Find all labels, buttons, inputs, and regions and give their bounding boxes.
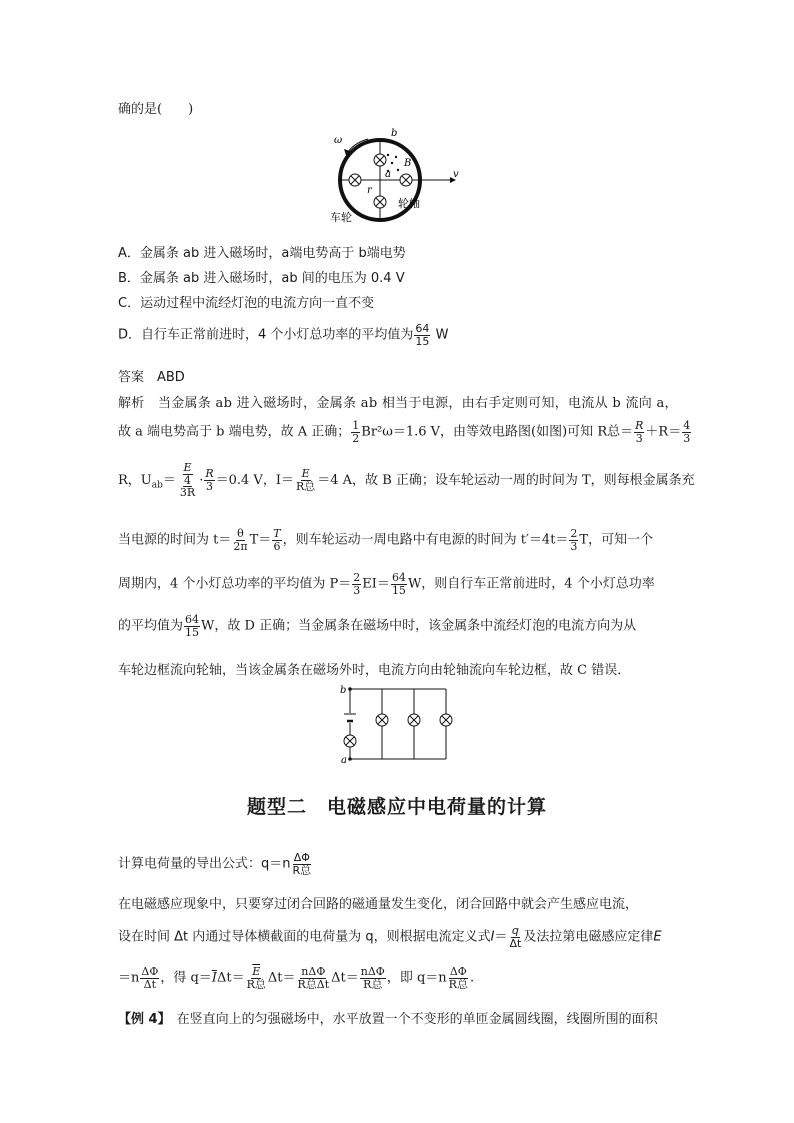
paragraph-line-3: ＝n $\frac{\Delta\Phi}{\Delta t}$ ，得 $q=\overline{I}\Delta t=$ $\frac{\overline{E}}{\text{R总}}$ Δt＝ $\frac{\text{nΔΦ}}{\text{R总Δt}}$ Δt＝ $\frac{\text{nΔΦ}}{\text{R总}}$ ，即 q＝n $\frac{\Delta\Phi}{\text{R总}}$ . (118, 965, 475, 991)
analysis-line-7: 车轮边框流向轮轴，当该金属条在磁场外时，电流方向由轮轴流向车轮边框，故 C 错误． (118, 663, 631, 678)
battery-icon (344, 714, 356, 721)
analysis-line-3: R，$U_{ab}=$ $\frac{E}{\frac{4}{3R}}$ · $\frac{R}{3}$ ＝0.4 V，I＝ $\frac{E}{\text{R总}}$ ＝4 A，故 B 正确；设车轮运动一周的时间为 T，则每根金属条充 (118, 461, 695, 500)
option-b: B．金属条 ab 进入磁场时，ab 间的电压为 0.4 V (118, 271, 405, 286)
axle-label: 轮轴 (398, 197, 420, 210)
paragraph-line-1: 在电磁感应现象中，只要穿过闭合回路的磁通量发生变化，闭合回路中就会产生感应电流， (118, 897, 639, 912)
analysis-line-4: 当电源的时间为 t＝ $\frac{\theta}{2\pi}$ T＝ $\frac{T}{6}$ ，则车轮运动一周电路中有电源的时间为 t′＝4t＝ $\frac{2}{3}$ T，可知一个 (118, 527, 654, 553)
B-label: B (404, 158, 412, 169)
lamp-icon (344, 714, 452, 747)
example-line: 【例 4】 在竖直向上的匀强磁场中，水平放置一个不变形的单匝金属圆线圈，线圈所围的面积 (118, 1012, 658, 1027)
formula-line: 计算电荷量的导出公式：q＝n $\frac{\Delta\Phi}{\text{R总}}$ (118, 851, 312, 877)
a-label: a (385, 169, 391, 180)
r-label: r (367, 185, 372, 196)
fraction: $\frac{64}{15}$ (415, 322, 430, 348)
option-c: C．运动过程中流经灯泡的电流方向一直不变 (118, 296, 375, 311)
b-label: b (391, 128, 398, 139)
equivalent-circuit-figure (338, 683, 466, 765)
analysis-line-5: 周期内，4 个小灯总功率的平均值为 P＝ $\frac{2}{3}$ EI＝ $\frac{64}{15}$ W，则自行车正常前进时，4 个小灯总功率 (118, 571, 655, 597)
example-tag: 【例 4】 (118, 1012, 171, 1027)
section-title: 题型二 电磁感应中电荷量的计算 (246, 796, 547, 818)
paragraph-line-2: 设在时间 Δt 内通过导体横截面的电荷量为 q，则根据电流定义式I＝ $\frac{q}{\Delta t}$ 及法拉第电磁感应定律E (118, 924, 662, 950)
analysis-line-1: 解析 当金属条 ab 进入磁场时，金属条 ab 相当于电源，由右手定则可知，电流从 b 流向 a， (118, 396, 678, 411)
option-d: D．自行车正常前进时，4 个小灯总功率的平均值为 $\frac{64}{15}$ W (118, 322, 449, 348)
analysis-line-6: 的平均值为 $\frac{64}{15}$ W，故 D 正确；当金属条在磁场中时，该金属条中流经灯泡的电流方向为从 (118, 613, 637, 639)
v-label: v (453, 169, 459, 180)
wheel-label: 车轮 (330, 211, 352, 224)
wheel-figure (318, 125, 463, 225)
analysis-line-2: 故 a 端电势高于 b 端电势，故 A 正确； $\frac{1}{2}$ Br²ω＝1.6 V，由等效电路图(如图)可知 R总＝ $\frac{R}{3}$ ＋R＝ $\frac{4}{3}$ (118, 419, 691, 445)
option-a: A．金属条 ab 进入磁场时，a端电势高于 b端电势 (118, 246, 406, 261)
a-label: a (341, 755, 347, 765)
question-intro: 确的是( ) (118, 102, 194, 117)
omega-label: ω (334, 135, 343, 146)
answer: 答案 ABD (118, 370, 185, 385)
b-label: b (340, 685, 347, 696)
